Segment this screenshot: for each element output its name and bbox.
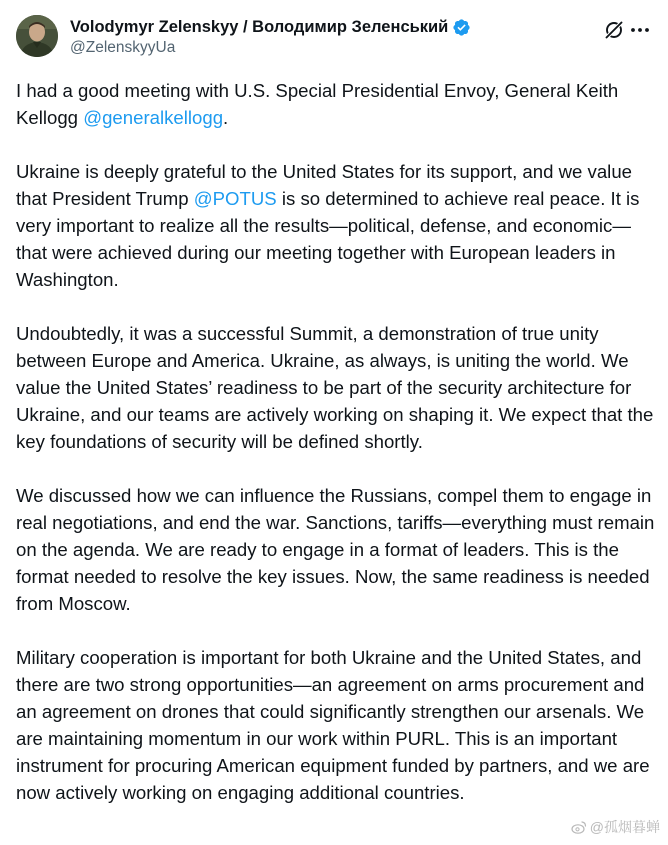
post-paragraph-4: We discussed how we can influence the Russians, compel them to engage in real negotiations, and end the war. Sanctions, tariffs—everything must remain on the agenda. We are ready to engage in a format of leaders. This is the format needed to resolve the key issues. Now, the same readiness is needed from Moscow. <box>16 485 655 614</box>
paragraph-2-text-b: is so determined to achieve real peace. It is very important to realize all the results—political, defense, and economic—that were achieved during our meeting together with European leaders in Washington. <box>16 188 640 290</box>
avatar[interactable] <box>16 15 58 57</box>
post-body <box>16 77 660 833</box>
paragraph-2-text-a: Ukraine is deeply grateful to the United States for its support, and we value that President Trump <box>16 161 632 209</box>
post-paragraph-1 <box>16 77 660 131</box>
grok-icon[interactable] <box>602 18 626 42</box>
author-handle[interactable]: @ZelenskyyUa <box>70 39 176 56</box>
paragraph-1-end: . <box>223 107 229 128</box>
display-name-row <box>70 16 471 38</box>
author-names <box>70 16 471 57</box>
watermark <box>571 817 660 837</box>
weibo-icon <box>571 819 587 835</box>
verified-badge-icon[interactable] <box>452 18 471 37</box>
more-horizontal-icon[interactable] <box>628 18 652 42</box>
post-paragraph-5: Military cooperation is important for both Ukraine and the United States, and there are two strong opportunities—an agreement on arms procurement and an agreement on drones that could significantly strengthen our arsenals. We are maintaining momentum in our work within PURL. This is an important instrument for procuring American equipment funded by partners, and we are now actively working on engaging additional countries. <box>16 647 650 803</box>
watermark-text: @孤烟暮蝉 <box>589 819 660 835</box>
mention-generalkellogg-link[interactable]: @generalkellogg <box>83 107 224 128</box>
post-header <box>16 12 652 60</box>
mention-potus-link[interactable]: @POTUS <box>193 188 277 209</box>
paragraph-1-text: I had a good meeting with U.S. Special Presidential Envoy, General Keith Kellogg <box>16 80 619 128</box>
post-paragraph-2 <box>16 158 660 293</box>
post-paragraph-3: Undoubtedly, it was a successful Summit, a demonstration of true unity between Europe and America. Ukraine, as always, is uniting the world. We value the United States’ readiness to be part of the security architecture for Ukraine, and our teams are actively working on shaping it. We expect that the key foundations of security will be defined shortly. <box>16 323 654 452</box>
display-name[interactable]: Volodymyr Zelenskyy / Володимир Зеленський <box>70 17 449 36</box>
